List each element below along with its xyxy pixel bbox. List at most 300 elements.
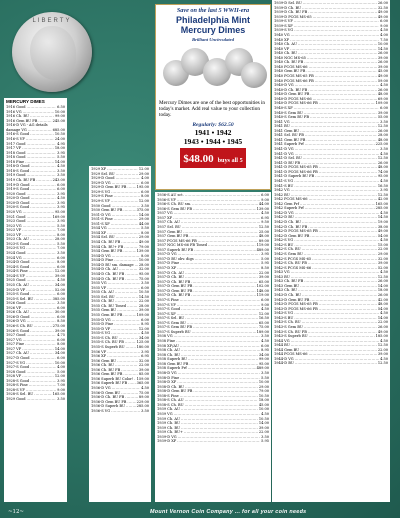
coin-price: 38.00 xyxy=(377,224,388,229)
coin-description: 1939-D XF xyxy=(157,439,177,444)
coin-description: 1936-S AU sct. xyxy=(157,193,184,197)
coin-description: 1919-S Good xyxy=(6,187,30,192)
coin-description: 1936-D Gem BU FB xyxy=(91,399,127,404)
coin-price: 3.95 xyxy=(57,219,65,224)
coin-price: 74.00 xyxy=(377,169,388,174)
coin-description: 1937 XF xyxy=(157,215,173,220)
coin-description: 1942 BU xyxy=(274,192,290,197)
coin-description: 1939-D Ch. BU FB xyxy=(274,10,308,15)
coin-description: 1937-S VF xyxy=(157,302,176,307)
coin-description: 1935 Sel. BU xyxy=(91,294,115,299)
coin-description: 1926 Ch. AU xyxy=(6,310,29,315)
coin-description: 1923 VG xyxy=(6,223,22,228)
coin-price: 49.00 xyxy=(377,14,388,19)
coin-description: 1941-D PCGS MS-66 FB xyxy=(274,169,318,174)
coin-price: 9.00 xyxy=(261,197,269,202)
coin-description: 1941-D Superb BU FB xyxy=(274,174,315,179)
coin-description: 1939 Ch. AU xyxy=(157,407,180,412)
coin-price: 12.50 xyxy=(377,361,388,366)
coin-price: 26.00 xyxy=(377,279,388,284)
coin-price: 12.00 xyxy=(54,269,65,274)
coin-price: 69.00 xyxy=(377,96,388,101)
coin-description: 1929-S Fine xyxy=(91,194,113,199)
coin-price: 8.00 xyxy=(57,260,65,265)
coin-price: 12.50 xyxy=(377,124,388,129)
coin-price: 48.00 xyxy=(258,234,269,239)
coin-price: 49.00 xyxy=(138,240,149,244)
coin-description: 1943-S BU xyxy=(274,315,294,320)
coin-price: 125.00 xyxy=(136,340,149,345)
coin-description: 1942-S PCGS MS-66 xyxy=(274,265,312,270)
coin-description: 1938 Ch. BU xyxy=(157,352,181,357)
coin-description: 1936 Superb BU FB xyxy=(91,381,128,386)
coin-description: 1939 Ch. BU xyxy=(157,425,181,430)
coin-description: 1943-S Ch. BU FB xyxy=(274,329,307,334)
coin-price: 4.75 xyxy=(57,333,65,338)
coin-price: 4.50 xyxy=(380,238,388,243)
coin-description: 1938-S Fine xyxy=(157,393,179,398)
coin-price: 685.00 xyxy=(52,127,65,132)
coin-price: 54.00 xyxy=(377,306,388,311)
coin-price: 195.00 xyxy=(136,185,149,190)
coin-price: 34.00 xyxy=(138,335,149,340)
price-list-column-4 xyxy=(272,0,390,502)
coin-description: 1943-S Gem BU xyxy=(274,324,303,329)
coin-description: 1928 VF xyxy=(6,374,22,379)
coin-description: 1944-D BU xyxy=(274,361,294,366)
coin-description: 1939-D Ch. BU xyxy=(274,5,302,10)
coin-description: 1924 Good xyxy=(6,251,26,255)
price-list-column-2 xyxy=(89,166,151,502)
coin-price: 39.00 xyxy=(377,352,388,357)
coin-description: 1944 PCGS MS-66 xyxy=(274,352,308,357)
coin-price: 8.95 xyxy=(261,348,269,353)
coin-description: 1942-D Ch. BU FB xyxy=(274,224,308,229)
coin-price: 65.00 xyxy=(258,320,269,325)
coin-description: 1935-S Ch. BU xyxy=(91,335,118,340)
coin-description: 1938 Ch. AU xyxy=(157,348,180,353)
coin-price: 285.00 xyxy=(136,404,149,409)
coin-price: 9.00 xyxy=(261,302,269,307)
coin-description: 1928-S Good xyxy=(6,378,30,383)
coin-description: 1924 VG xyxy=(6,255,22,260)
coin-description: 1916 Ch. BU xyxy=(6,114,30,119)
coin-price: 9.00 xyxy=(380,23,388,28)
coin-price: 85.00 xyxy=(138,372,149,377)
coin-description: 1937-D VG xyxy=(157,252,177,257)
coin-price: 52.00 xyxy=(377,265,388,270)
coin-description: 1938 XF/AU xyxy=(157,343,179,348)
coin-price: 26.00 xyxy=(377,324,388,329)
coin-description: 1935 Ch. AU xyxy=(91,290,114,295)
coin-price: 4.50 xyxy=(380,28,388,33)
coin-description: 1926-D VG xyxy=(6,319,26,324)
footer-tagline: Mount Vernon Coin Company ... for all your coin needs xyxy=(150,509,307,515)
coin-price: 9.00 xyxy=(57,387,65,392)
coin-description: 1934-D Ch. AU xyxy=(91,267,118,272)
coin-description: 1929-D VG xyxy=(91,180,111,185)
promo-headline: Save on the last 5 WWII-era xyxy=(176,7,250,14)
coin-price: 26.00 xyxy=(377,160,388,165)
coin-price: 4.50 xyxy=(380,338,388,343)
coin-description: 1942-D Ch. BU xyxy=(274,220,302,224)
coin-price: 3.50 xyxy=(141,281,149,286)
coin-description: 1938-S Ch. BU xyxy=(157,402,184,407)
coin-price: 28.00 xyxy=(138,303,149,308)
coin-price: 26.00 xyxy=(377,60,388,65)
coin-price: 6.00 xyxy=(57,264,65,269)
coin-description: 1942-S Ch. BU xyxy=(274,247,301,252)
coin-description: 1926-S Ch. BU xyxy=(6,324,33,328)
coin-description: 1940-D PCGS MS-66 xyxy=(274,96,312,101)
coin-price: 49.00 xyxy=(377,229,388,234)
coin-description: 1943 BU xyxy=(274,274,290,279)
coin-price: 14.00 xyxy=(54,346,65,351)
coin-price: 18.00 xyxy=(258,398,269,403)
coin-description: 1927 Ch. AU xyxy=(6,351,29,356)
coin-price: 139.00 xyxy=(256,206,269,211)
coin-description: 1942-D Gem BU FB xyxy=(274,233,310,238)
coin-description: 1938 Superb BU xyxy=(157,357,187,362)
coin-description: 1940 XF xyxy=(274,37,290,42)
coin-price: 3.95 xyxy=(141,349,149,354)
coin-price: 3.95 xyxy=(57,191,65,196)
coin-description: 1934-D VG xyxy=(91,253,111,258)
coin-price: 5.00 xyxy=(261,256,269,261)
coin-price: 365.00 xyxy=(136,381,149,386)
promo-years-line-2: 1943 • 1944 • 1945 xyxy=(183,136,243,146)
coin-price: 4.00 xyxy=(380,32,388,37)
coin-description: 1942 VG xyxy=(274,188,290,193)
coin-price: 109.00 xyxy=(375,101,388,106)
coin-price: 3.50 xyxy=(57,301,65,306)
coin-price: 5.00 xyxy=(57,369,65,374)
coin-price: 8.00 xyxy=(57,342,65,347)
coin-price: 4.50 xyxy=(261,412,269,416)
leader-dots xyxy=(27,397,57,402)
coin-description: 1938-D Gem BU FB xyxy=(157,389,193,394)
coin-description: 1928-S Sel. BU xyxy=(6,392,34,397)
coin-price: 45.00 xyxy=(258,402,269,407)
coin-description: 1916-S VF xyxy=(6,136,25,141)
coin-price: 32.50 xyxy=(377,5,388,10)
coin-description: 1940 VG xyxy=(274,32,290,37)
coin-description: 1929 XF xyxy=(91,167,107,171)
coin-price: 24.00 xyxy=(54,136,65,141)
coin-description: 1934-D Ch. BU FB xyxy=(91,271,125,276)
coin-price: 4.00 xyxy=(141,176,149,181)
coin-price: 75.00 xyxy=(138,276,149,281)
promo-price-note: buys all 5 xyxy=(217,156,243,164)
coin-price: 26.00 xyxy=(377,51,388,56)
coin-price: 109.00 xyxy=(136,313,149,317)
coin-price: 6.00 xyxy=(380,19,388,24)
coin-description: 1923 VF xyxy=(6,228,22,233)
coin-description: 1916-D VG - AG details xyxy=(6,123,48,128)
coin-price: 29.00 xyxy=(138,217,149,222)
promo-subtitle: Brilliant Uncirculated xyxy=(192,37,234,42)
coin-price: 6.00 xyxy=(141,189,149,194)
coin-description: 1916 Good xyxy=(6,105,26,109)
coin-description: 1938 Gem BU FB xyxy=(157,361,189,366)
coin-description: 1942-S Gem BU xyxy=(274,251,303,256)
coin-price: 6.00 xyxy=(141,285,149,290)
coin-description: 1921 Good xyxy=(6,214,26,219)
promo-years-line-1: 1941 • 1942 xyxy=(194,127,232,137)
coin-description: 1942-S Ch. BU FB xyxy=(274,261,307,266)
coin-description: 1940 PCGS MS-66 FB xyxy=(274,78,314,83)
coin-description: 1929 Sel. BU xyxy=(91,171,115,176)
coin-price: 99.00 xyxy=(54,114,65,119)
coin-description: 1940 Ch. AU xyxy=(274,42,297,47)
coin-price: 3.50 xyxy=(141,408,149,413)
coin-price: 12.50 xyxy=(377,343,388,348)
coin-description: 1938 Superb Prf xyxy=(157,366,187,371)
coin-description: 1924-D Good xyxy=(6,260,30,265)
coin-price: 95.00 xyxy=(138,271,149,276)
page-footer xyxy=(0,506,400,518)
coin-price: 7.00 xyxy=(57,246,65,251)
coin-description: 1931-S Fine xyxy=(91,217,113,222)
coin-description: 1917 Good xyxy=(6,141,26,146)
coin-price: 4.50 xyxy=(261,339,269,343)
coin-description: 1925-S Good xyxy=(6,292,30,297)
coin-description: 1938-D VG xyxy=(157,370,177,375)
coin-price: 45.00 xyxy=(377,69,388,74)
promo-box xyxy=(155,4,271,190)
coin-description: 1938-D XF xyxy=(157,380,177,385)
leader-dots xyxy=(111,409,140,414)
coin-price: 385.00 xyxy=(52,296,65,301)
coin-price: 22.00 xyxy=(377,347,388,352)
coin-description: 1944-D VG xyxy=(274,356,294,361)
coin-price: 48.00 xyxy=(377,92,388,97)
coin-description: 1940-D Ch. BU FB xyxy=(274,87,308,92)
coin-description: 1937-S Fine xyxy=(157,297,179,302)
coin-description: 1943-D PCGS MS-65 FB xyxy=(274,302,318,307)
coin-description: 1934 Ch. BU FB xyxy=(91,240,121,244)
price-list-row xyxy=(91,409,149,414)
coin-description: 1941 Superb Prf xyxy=(274,142,304,147)
coin-description: 1916 Gem BU FB xyxy=(6,118,38,123)
coin-price: 275.00 xyxy=(52,324,65,328)
coin-description: 1941 Gem BU FB xyxy=(274,137,306,142)
coin-description: 1940-S Gem BU FB xyxy=(274,115,309,120)
coin-price: 139.00 xyxy=(136,249,149,254)
coin-price: 25.00 xyxy=(258,229,269,234)
coin-price: 34.00 xyxy=(258,352,269,357)
coin-description: 1943-S VG xyxy=(274,311,294,316)
coin-price: 18.00 xyxy=(377,288,388,293)
coin-description: 1931-S XF xyxy=(91,221,110,226)
coin-description: 1936-S Ch. BU sm. xyxy=(157,202,192,207)
coin-description: 1935 VG xyxy=(91,281,107,286)
coin-description: 1936-D Ch. BU FB xyxy=(91,395,125,400)
coin-description: 1938 Fine xyxy=(157,339,176,343)
section-heading: MERCURY DIMES xyxy=(6,99,45,104)
coin-description: 1927-S Good xyxy=(6,365,30,370)
coin-description: 1935 Ch. BU xyxy=(91,299,115,304)
coin-description: 1941-D BU FB xyxy=(274,160,300,165)
page-number: ~12~ xyxy=(8,509,24,515)
coin-price: 12.00 xyxy=(258,311,269,316)
coin-price: 10.00 xyxy=(54,360,65,365)
coin-price: 22.00 xyxy=(138,299,149,304)
coin-price: 8.50 xyxy=(57,319,65,324)
coin-price: 185.00 xyxy=(375,334,388,339)
coin-description: 1936 Ch. BU xyxy=(91,363,115,368)
coin-description: 1919 Good xyxy=(6,173,26,178)
coin-price: 165.00 xyxy=(52,392,65,397)
coin-price: 5.50 xyxy=(261,375,269,380)
coin-description: 1943-S Superb BU xyxy=(274,334,308,339)
coin-description: 1939 Ch. AU xyxy=(157,416,180,421)
coin-description: 1937-D Gem BU FB xyxy=(157,284,193,289)
coin-price: 5.50 xyxy=(57,155,65,160)
coin-price: 3.50 xyxy=(261,434,269,439)
coin-price: 28.00 xyxy=(377,133,388,138)
coin-description: 1937-S Sel. BU xyxy=(157,316,185,321)
coin-description: 1940-S Gem BU xyxy=(274,110,303,115)
coin-description: 1935-S VG xyxy=(91,331,111,336)
coin-description: 1927 VG xyxy=(6,337,22,342)
coin-description: 1940-D Gem BU FB xyxy=(274,92,310,97)
coin-description: 1934 VG xyxy=(91,226,107,231)
coin-price: 32.00 xyxy=(138,267,149,272)
coin-price: 4.50 xyxy=(380,151,388,156)
coin-price: 14.00 xyxy=(377,283,388,288)
coin-price: 4.50 xyxy=(261,211,269,216)
coin-description: 1918 Good xyxy=(6,155,26,160)
coin-price: 245.00 xyxy=(52,118,65,123)
coin-description: 1942-D VG xyxy=(274,210,294,215)
coin-price: 49.00 xyxy=(377,329,388,334)
coin-description: 1941-D VG xyxy=(274,151,294,156)
coin-price: 10.00 xyxy=(258,407,269,412)
coin-price: 7.50 xyxy=(380,37,388,42)
coin-description: 1929 Good xyxy=(6,397,26,401)
coin-price: 6.00 xyxy=(57,337,65,342)
promo-price-badge xyxy=(180,148,245,168)
coin-price: 39.00 xyxy=(54,328,65,333)
coin-description: 1925-D VF xyxy=(6,287,26,292)
coin-price: 16.50 xyxy=(377,183,388,188)
coin-price: 28.00 xyxy=(138,262,149,267)
coin-description: 1940 NGC MS-65 xyxy=(274,55,306,60)
coin-description: 1939-S XF xyxy=(274,23,293,28)
coin-price: 119.00 xyxy=(256,293,269,298)
coin-price: 4.50 xyxy=(380,356,388,361)
coin-description: 1927-D Good xyxy=(6,355,30,360)
coin-description: 1943 VG xyxy=(274,270,290,275)
coin-price: 22.00 xyxy=(377,320,388,325)
coin-price: 3.95 xyxy=(380,188,388,193)
coin-price: 3.50 xyxy=(261,334,269,339)
coin-description: 1942-D PCGS MS-65 FB xyxy=(274,229,318,234)
coin-description: 1928-S Fine xyxy=(6,383,28,388)
coin-description: 1940 Gem BU FB xyxy=(274,69,306,74)
coin-price: 6.00 xyxy=(57,255,65,260)
coin-description: 1935-S Ch. BU FB xyxy=(91,340,124,345)
coin-description: 1937-S XF xyxy=(157,311,176,316)
coin-price: 3.50 xyxy=(261,370,269,375)
coin-price: 6.00 xyxy=(57,305,65,310)
coin-description: 1938 VG xyxy=(157,334,173,339)
coin-price: 225.00 xyxy=(375,142,388,147)
coin-price: 32.00 xyxy=(377,256,388,261)
coin-description: 1941 Gem BU xyxy=(274,128,300,133)
coin-description: 1940 VF xyxy=(274,46,290,51)
promo-title-line-1: Philadelphia Mint xyxy=(175,15,250,25)
coin-price: 29.00 xyxy=(258,384,269,389)
coin-price: 29.00 xyxy=(377,251,388,256)
coin-price: 8.50 xyxy=(261,266,269,270)
coin-description: 1937-S Superb BU xyxy=(157,329,191,334)
coin-price: 6.00 xyxy=(57,182,65,187)
coin-price: 3.50 xyxy=(57,168,65,173)
coin-price: 49.00 xyxy=(377,74,388,78)
coin-description: 1937-S Gem BU FB xyxy=(157,325,192,330)
coin-description: 1944 Gem BU xyxy=(274,347,300,352)
coin-description: 1936 VF xyxy=(91,349,107,354)
coin-price: 6.95 xyxy=(261,215,269,220)
coin-price: 3.50 xyxy=(57,251,65,255)
coin-description: 1941-D VG xyxy=(274,147,294,151)
coin-description: 1940-D VG xyxy=(274,83,294,88)
coin-description: 1930 Gem BU FB xyxy=(91,208,123,213)
coin-description: 1937-S Good xyxy=(157,307,181,312)
coin-description: 1918 Good xyxy=(6,150,26,155)
coin-price: 42.00 xyxy=(377,297,388,302)
coin-price: 12.00 xyxy=(54,374,65,379)
coin-price: 5.95 xyxy=(261,261,269,266)
coin-description: 1926 Good xyxy=(6,301,26,306)
coin-description: 1936 Gem BU xyxy=(91,358,117,363)
coin-price: 6.00 xyxy=(57,187,65,192)
coin-price: 95.00 xyxy=(377,174,388,179)
coin-price: 29.00 xyxy=(138,235,149,240)
coin-description: 1944 VG xyxy=(274,338,290,343)
coin-price: 26.00 xyxy=(377,1,388,5)
coin-price: 3.95 xyxy=(261,252,269,257)
coin-price: 39.00 xyxy=(138,308,149,313)
coin-price: 6.00 xyxy=(141,180,149,185)
coin-description: 1923 Good xyxy=(6,219,26,224)
coin-description: 1916-S Good xyxy=(6,132,30,137)
coin-price: 119.00 xyxy=(256,243,269,248)
coin-description: 1937 Ch. AU xyxy=(157,220,180,225)
coin-description: 1940 PCGS MS-66 xyxy=(274,64,308,69)
coin-description: 1936 Superb BU Color! xyxy=(91,376,134,381)
coin-price: 489.00 xyxy=(256,247,269,252)
coin-price: 3.95 xyxy=(57,200,65,205)
coin-description: 1935 Gem BU xyxy=(91,308,117,313)
price-list-column-3 xyxy=(155,192,271,502)
coin-description: 1941 Sel. BU FB xyxy=(274,133,304,138)
coin-price: 75.00 xyxy=(258,325,269,330)
coin-price: 4.50 xyxy=(141,331,149,336)
coin-price: 19.00 xyxy=(377,220,388,224)
coin-description: 1923 VF xyxy=(6,232,22,237)
coin-price: 3.95 xyxy=(57,150,65,155)
coin-price: 4.50 xyxy=(57,278,65,283)
coin-description: 1938-D Fine xyxy=(157,375,180,380)
coin-price: 6.00 xyxy=(141,317,149,322)
coin-price: 169.00 xyxy=(52,214,65,219)
coin-description: 1924-S VF xyxy=(6,273,25,278)
leader-dots xyxy=(177,439,260,444)
coin-price: 5.50 xyxy=(57,223,65,228)
